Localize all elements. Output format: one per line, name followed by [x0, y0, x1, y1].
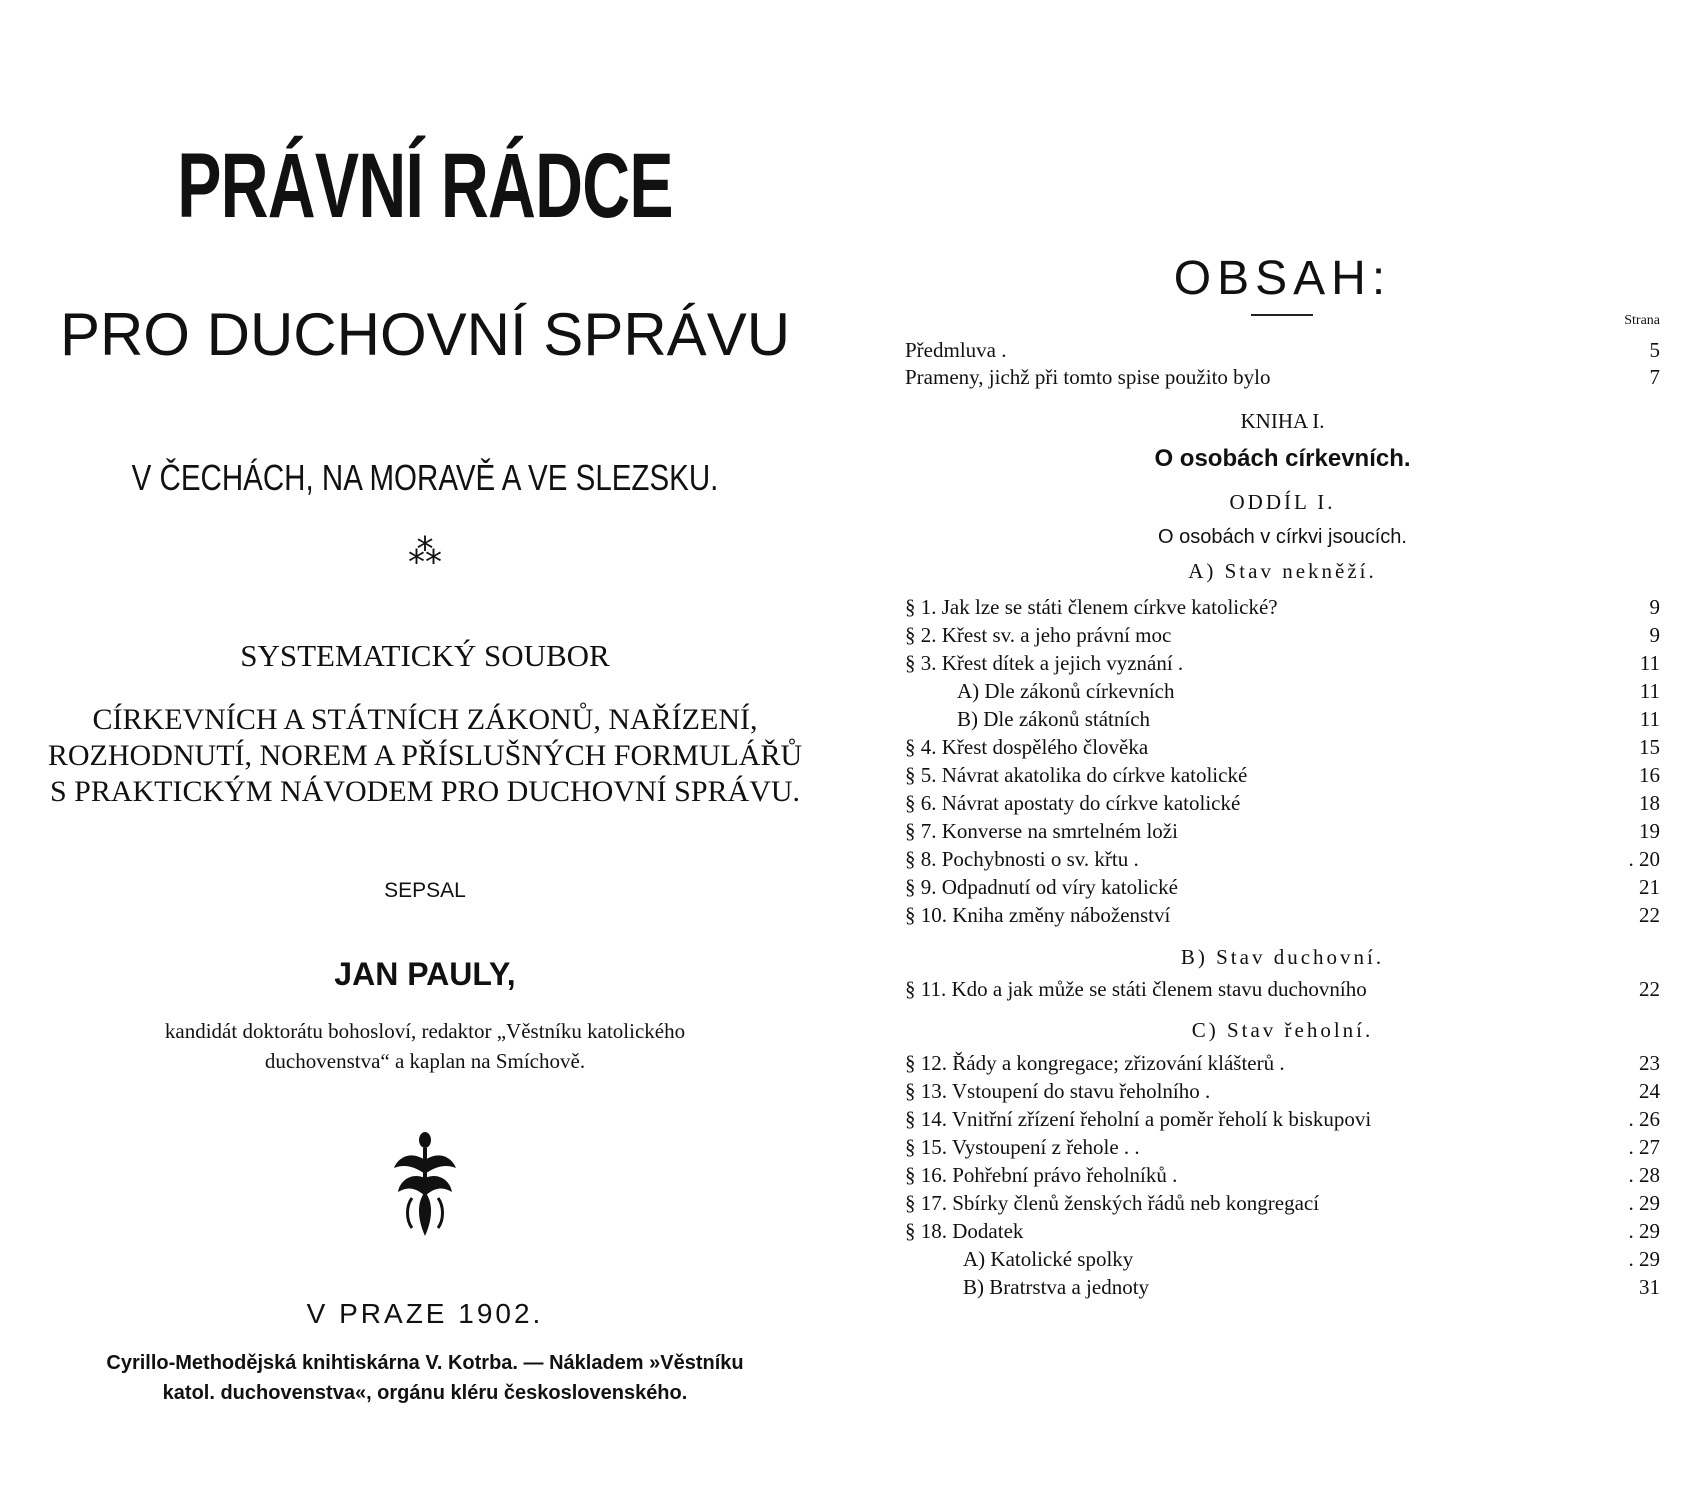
section-heading: C) Stav řeholní.	[1191, 1018, 1374, 1042]
toc-entry: § 7. Konverse na smrtelném loži 19	[905, 819, 1660, 843]
section-heading: B) Stav duchovní.	[1180, 945, 1385, 969]
part-heading: O osobách v církvi jsoucích.	[1158, 526, 1407, 548]
description	[40, 702, 810, 810]
toc-entry: § 15. Vystoupení z řehole . . . 27	[905, 1135, 1660, 1159]
toc-entry: § 4. Křest dospělého člověka 15	[905, 735, 1660, 759]
book-heading: O osobách církevních.	[1154, 445, 1411, 472]
book-title: PRÁVNÍ RÁDCE	[177, 135, 673, 237]
section-heading: A) Stav nekněží.	[1188, 559, 1377, 583]
book-subtitle: PRO DUCHOVNÍ SPRÁVU	[59, 301, 791, 368]
toc-entry: § 6. Návrat apostaty do církve katolické 18	[905, 791, 1660, 815]
heading-divider	[1251, 314, 1313, 316]
title-page	[40, 0, 810, 1500]
author-name: JAN PAULY,	[334, 956, 516, 992]
toc-entry: § 11. Kdo a jak může se státi členem stavu duchovního 22	[905, 977, 1660, 1001]
system-heading: SYSTEMATICKÝ SOUBOR	[240, 638, 610, 673]
sepsal-label: SEPSAL	[384, 879, 466, 902]
toc-entry: § 13. Vstoupení do stavu řeholního . 24	[905, 1079, 1660, 1103]
toc-entry: § 10. Kniha změny náboženství 22	[905, 903, 1660, 927]
page-column-label: Strana	[1624, 313, 1660, 328]
toc-entry: § 3. Křest dítek a jejich vyznání . 11	[905, 651, 1660, 675]
book-label: KNIHA I.	[1240, 409, 1325, 433]
ornament-top-icon: ⁂	[408, 532, 442, 572]
description-line: S PRAKTICKÝM NÁVODEM PRO DUCHOVNÍ SPRÁVU.	[49, 775, 801, 808]
toc-subentry: A) Dle zákonů církevních 11	[957, 679, 1660, 703]
part-label: ODDÍL I.	[1229, 490, 1336, 514]
ornament-bottom-icon	[40, 1130, 810, 1240]
toc-entry: § 14. Vnitřní zřízení řeholní a poměr řeholí k biskupovi . 26	[905, 1107, 1660, 1131]
toc-entry: § 5. Návrat akatolika do církve katolické 16	[905, 763, 1660, 787]
toc-subentry: A) Katolické spolky . 29	[963, 1247, 1660, 1271]
toc-entry: § 1. Jak lze se státi členem církve katolické? 9	[905, 595, 1660, 619]
toc-entry: Předmluva . 5	[905, 338, 1660, 362]
printer-info	[40, 1348, 810, 1408]
author-role	[40, 1016, 810, 1076]
description-line: ROZHODNUTÍ, NOREM A PŘÍSLUŠNÝCH FORMULÁŘŮ	[47, 739, 803, 772]
toc-entry: § 16. Pohřební právo řeholníků . . 28	[905, 1163, 1660, 1187]
book-region: V ČECHÁCH, NA MORAVĚ A VE SLEZSKU.	[131, 457, 719, 498]
author-role-line: duchovenstva“ a kaplan na Smíchově.	[264, 1049, 586, 1073]
contents-heading: OBSAH:	[1173, 252, 1392, 305]
toc-subentry: B) Bratrstva a jednoty 31	[963, 1275, 1660, 1299]
toc-entry: § 9. Odpadnutí od víry katolické 21	[905, 875, 1660, 899]
toc-entry: § 2. Křest sv. a jeho právní moc 9	[905, 623, 1660, 647]
printer-line: Cyrillo-Methodějská knihtiskárna V. Kotrba. — Nákladem »Věstníku	[106, 1352, 744, 1374]
description-line: CÍRKEVNÍCH A STÁTNÍCH ZÁKONŮ, NAŘÍZENÍ,	[92, 703, 758, 736]
toc-entry: § 12. Řády a kongregace; zřizování klášterů . 23	[905, 1051, 1660, 1075]
place-year: V PRAZE 1902.	[306, 1298, 544, 1329]
printer-line: katol. duchovenstva«, orgánu kléru československého.	[162, 1382, 688, 1404]
toc-subentry: B) Dle zákonů státních 11	[957, 707, 1660, 731]
toc-entry: § 8. Pochybnosti o sv. křtu . . 20	[905, 847, 1660, 871]
author-role-line: kandidát doktorátu bohosloví, redaktor „Věstníku katolického	[164, 1019, 686, 1043]
toc-entry: § 17. Sbírky členů ženských řádů neb kongregací . 29	[905, 1191, 1660, 1215]
toc-entry: Prameny, jichž při tomto spise použito bylo 7	[905, 365, 1660, 389]
toc-entry: § 18. Dodatek . 29	[905, 1219, 1660, 1243]
contents-page	[905, 0, 1660, 1500]
